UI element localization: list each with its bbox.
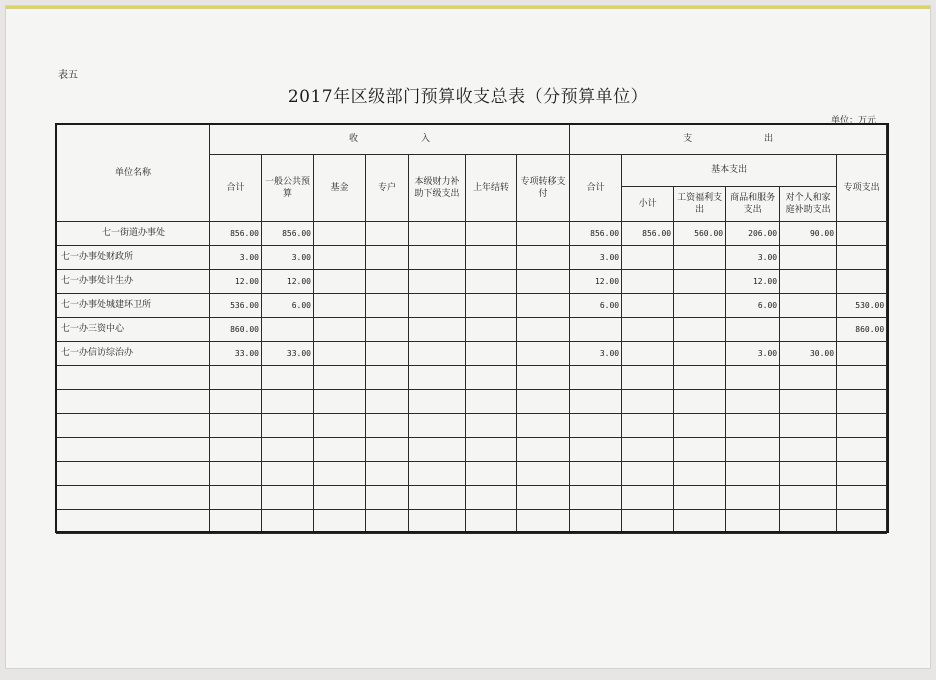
empty-cell xyxy=(837,366,887,390)
goods-services-cell: 206.00 xyxy=(726,222,780,246)
empty-cell xyxy=(409,510,466,534)
empty-cell xyxy=(210,366,262,390)
unit-name-cell: 七一办三资中心 xyxy=(57,318,210,342)
transfer-payment-cell xyxy=(517,270,570,294)
header-carryover: 上年结转 xyxy=(466,155,517,222)
wages-welfare-cell xyxy=(674,246,726,270)
empty-cell xyxy=(262,438,314,462)
page-top-edge xyxy=(6,6,930,9)
empty-cell xyxy=(674,510,726,534)
empty-cell xyxy=(674,486,726,510)
header-expenditure-group: 支 出 xyxy=(570,125,887,155)
page-title: 2017年区级部门预算收支总表（分预算单位） xyxy=(287,87,649,107)
special-expenditure-cell xyxy=(837,270,887,294)
wages-welfare-cell xyxy=(674,318,726,342)
fiscal-subsidy-cell xyxy=(409,318,466,342)
empty-cell xyxy=(622,510,674,534)
header-fiscal-subsidy: 本级财力补助下级支出 xyxy=(409,155,466,222)
empty-cell xyxy=(570,366,622,390)
expenditure-total-cell: 6.00 xyxy=(570,294,622,318)
carryover-cell xyxy=(466,294,517,318)
empty-cell xyxy=(517,390,570,414)
individual-household-cell xyxy=(780,270,837,294)
empty-cell xyxy=(314,438,366,462)
empty-cell xyxy=(366,438,409,462)
empty-cell xyxy=(366,414,409,438)
empty-cell xyxy=(210,510,262,534)
header-fund: 基金 xyxy=(314,155,366,222)
table-label: 表五 xyxy=(58,70,78,81)
unit-name-cell: 七一办事处城建环卫所 xyxy=(57,294,210,318)
special-account-cell xyxy=(366,342,409,366)
empty-cell xyxy=(837,438,887,462)
expenditure-total-cell: 12.00 xyxy=(570,270,622,294)
empty-cell xyxy=(570,390,622,414)
table-row xyxy=(57,318,887,342)
special-account-cell xyxy=(366,246,409,270)
income-total-cell: 12.00 xyxy=(210,270,262,294)
special-expenditure-cell xyxy=(837,246,887,270)
empty-cell xyxy=(262,510,314,534)
table-row xyxy=(57,222,887,246)
fiscal-subsidy-cell xyxy=(409,342,466,366)
table-row-empty xyxy=(57,510,887,534)
transfer-payment-cell xyxy=(517,222,570,246)
empty-cell xyxy=(570,510,622,534)
budget-table xyxy=(56,124,887,534)
empty-cell xyxy=(622,438,674,462)
empty-cell xyxy=(314,462,366,486)
general-budget-cell: 6.00 xyxy=(262,294,314,318)
empty-cell xyxy=(726,438,780,462)
empty-cell xyxy=(366,462,409,486)
goods-services-cell: 3.00 xyxy=(726,342,780,366)
fund-cell xyxy=(314,270,366,294)
empty-cell xyxy=(210,414,262,438)
empty-cell xyxy=(517,366,570,390)
empty-cell xyxy=(366,390,409,414)
document-page xyxy=(6,6,930,668)
subtotal-cell xyxy=(622,318,674,342)
table-row-empty xyxy=(57,462,887,486)
goods-services-cell: 6.00 xyxy=(726,294,780,318)
empty-cell xyxy=(409,414,466,438)
empty-cell xyxy=(622,390,674,414)
empty-cell xyxy=(780,390,837,414)
carryover-cell xyxy=(466,270,517,294)
empty-cell xyxy=(570,486,622,510)
empty-cell xyxy=(57,486,210,510)
empty-cell xyxy=(674,366,726,390)
empty-cell xyxy=(466,390,517,414)
carryover-cell xyxy=(466,342,517,366)
empty-cell xyxy=(517,462,570,486)
empty-cell xyxy=(517,486,570,510)
empty-cell xyxy=(57,462,210,486)
income-total-cell: 536.00 xyxy=(210,294,262,318)
empty-cell xyxy=(837,390,887,414)
income-total-cell: 856.00 xyxy=(210,222,262,246)
empty-cell xyxy=(409,486,466,510)
empty-cell xyxy=(570,438,622,462)
table-row-empty xyxy=(57,486,887,510)
unit-name-cell: 七一办信访综治办 xyxy=(57,342,210,366)
empty-cell xyxy=(466,414,517,438)
empty-cell xyxy=(262,486,314,510)
empty-cell xyxy=(622,462,674,486)
header-unit-name: 单位名称 xyxy=(57,125,210,222)
transfer-payment-cell xyxy=(517,342,570,366)
empty-cell xyxy=(210,462,262,486)
subtotal-cell xyxy=(622,294,674,318)
empty-cell xyxy=(837,510,887,534)
empty-cell xyxy=(837,414,887,438)
income-total-cell: 3.00 xyxy=(210,246,262,270)
empty-cell xyxy=(57,510,210,534)
header-income-group: 收 入 xyxy=(210,125,570,155)
table-row xyxy=(57,270,887,294)
carryover-cell xyxy=(466,318,517,342)
empty-cell xyxy=(780,438,837,462)
individual-household-cell xyxy=(780,318,837,342)
empty-cell xyxy=(622,486,674,510)
empty-cell xyxy=(726,486,780,510)
transfer-payment-cell xyxy=(517,246,570,270)
empty-cell xyxy=(210,390,262,414)
empty-cell xyxy=(314,486,366,510)
unit-name-cell: 七一街道办事处 xyxy=(57,222,210,246)
empty-cell xyxy=(314,414,366,438)
expenditure-total-cell: 3.00 xyxy=(570,342,622,366)
income-total-cell: 860.00 xyxy=(210,318,262,342)
table-row-empty xyxy=(57,366,887,390)
fiscal-subsidy-cell xyxy=(409,222,466,246)
special-account-cell xyxy=(366,270,409,294)
transfer-payment-cell xyxy=(517,294,570,318)
general-budget-cell: 33.00 xyxy=(262,342,314,366)
empty-cell xyxy=(674,462,726,486)
special-expenditure-cell xyxy=(837,342,887,366)
wages-welfare-cell xyxy=(674,294,726,318)
empty-cell xyxy=(409,462,466,486)
empty-cell xyxy=(262,390,314,414)
special-expenditure-cell xyxy=(837,222,887,246)
header-special-expenditure: 专项支出 xyxy=(837,155,887,222)
header-general-budget: 一般公共预算 xyxy=(262,155,314,222)
empty-cell xyxy=(466,510,517,534)
header-subtotal: 小计 xyxy=(622,187,674,222)
table-row-empty xyxy=(57,438,887,462)
empty-cell xyxy=(466,438,517,462)
general-budget-cell: 856.00 xyxy=(262,222,314,246)
empty-cell xyxy=(517,438,570,462)
empty-cell xyxy=(570,462,622,486)
empty-cell xyxy=(726,414,780,438)
empty-cell xyxy=(674,390,726,414)
empty-cell xyxy=(57,438,210,462)
empty-cell xyxy=(517,414,570,438)
empty-cell xyxy=(726,510,780,534)
individual-household-cell xyxy=(780,246,837,270)
unit-label: 单位：万元 xyxy=(830,116,876,126)
wages-welfare-cell xyxy=(674,270,726,294)
header-expenditure-total: 合计 xyxy=(570,155,622,222)
empty-cell xyxy=(314,366,366,390)
empty-cell xyxy=(366,486,409,510)
empty-cell xyxy=(517,510,570,534)
empty-cell xyxy=(57,366,210,390)
wages-welfare-cell xyxy=(674,342,726,366)
empty-cell xyxy=(780,510,837,534)
table-row-empty xyxy=(57,390,887,414)
special-account-cell xyxy=(366,294,409,318)
individual-household-cell: 30.00 xyxy=(780,342,837,366)
table-row xyxy=(57,294,887,318)
header-transfer-payment: 专项转移支付 xyxy=(517,155,570,222)
header-basic-expenditure: 基本支出 xyxy=(622,155,837,187)
general-budget-cell: 12.00 xyxy=(262,270,314,294)
fund-cell xyxy=(314,246,366,270)
header-special-account: 专户 xyxy=(366,155,409,222)
empty-cell xyxy=(262,462,314,486)
individual-household-cell xyxy=(780,294,837,318)
general-budget-cell xyxy=(262,318,314,342)
goods-services-cell: 3.00 xyxy=(726,246,780,270)
empty-cell xyxy=(466,462,517,486)
goods-services-cell: 12.00 xyxy=(726,270,780,294)
special-expenditure-cell: 860.00 xyxy=(837,318,887,342)
empty-cell xyxy=(570,414,622,438)
empty-cell xyxy=(622,366,674,390)
empty-cell xyxy=(409,390,466,414)
empty-cell xyxy=(837,486,887,510)
empty-cell xyxy=(780,486,837,510)
table-row xyxy=(57,246,887,270)
unit-name-cell: 七一办事处计生办 xyxy=(57,270,210,294)
empty-cell xyxy=(726,366,780,390)
transfer-payment-cell xyxy=(517,318,570,342)
carryover-cell xyxy=(466,246,517,270)
header-income-total: 合计 xyxy=(210,155,262,222)
expenditure-total-cell: 3.00 xyxy=(570,246,622,270)
table-row xyxy=(57,342,887,366)
wages-welfare-cell: 560.00 xyxy=(674,222,726,246)
empty-cell xyxy=(262,414,314,438)
fiscal-subsidy-cell xyxy=(409,294,466,318)
header-individual-household: 对个人和家庭补助支出 xyxy=(780,187,837,222)
empty-cell xyxy=(466,366,517,390)
expenditure-total-cell xyxy=(570,318,622,342)
empty-cell xyxy=(726,390,780,414)
empty-cell xyxy=(780,366,837,390)
fund-cell xyxy=(314,222,366,246)
empty-cell xyxy=(409,438,466,462)
empty-cell xyxy=(466,486,517,510)
subtotal-cell xyxy=(622,246,674,270)
unit-name-cell: 七一办事处财政所 xyxy=(57,246,210,270)
fund-cell xyxy=(314,318,366,342)
special-account-cell xyxy=(366,318,409,342)
subtotal-cell: 856.00 xyxy=(622,222,674,246)
empty-cell xyxy=(622,414,674,438)
fiscal-subsidy-cell xyxy=(409,270,466,294)
fund-cell xyxy=(314,342,366,366)
empty-cell xyxy=(314,510,366,534)
fiscal-subsidy-cell xyxy=(409,246,466,270)
expenditure-total-cell: 856.00 xyxy=(570,222,622,246)
empty-cell xyxy=(366,366,409,390)
empty-cell xyxy=(726,462,780,486)
empty-cell xyxy=(837,462,887,486)
empty-cell xyxy=(57,390,210,414)
subtotal-cell xyxy=(622,342,674,366)
empty-cell xyxy=(57,414,210,438)
income-total-cell: 33.00 xyxy=(210,342,262,366)
empty-cell xyxy=(210,486,262,510)
empty-cell xyxy=(780,414,837,438)
header-goods-services: 商品和服务支出 xyxy=(726,187,780,222)
empty-cell xyxy=(780,462,837,486)
goods-services-cell xyxy=(726,318,780,342)
individual-household-cell: 90.00 xyxy=(780,222,837,246)
empty-cell xyxy=(674,414,726,438)
header-wages-welfare: 工资福利支出 xyxy=(674,187,726,222)
special-account-cell xyxy=(366,222,409,246)
empty-cell xyxy=(674,438,726,462)
empty-cell xyxy=(210,438,262,462)
empty-cell xyxy=(262,366,314,390)
table-row-empty xyxy=(57,414,887,438)
special-expenditure-cell: 530.00 xyxy=(837,294,887,318)
empty-cell xyxy=(409,366,466,390)
carryover-cell xyxy=(466,222,517,246)
empty-cell xyxy=(314,390,366,414)
fund-cell xyxy=(314,294,366,318)
empty-cell xyxy=(366,510,409,534)
general-budget-cell: 3.00 xyxy=(262,246,314,270)
subtotal-cell xyxy=(622,270,674,294)
